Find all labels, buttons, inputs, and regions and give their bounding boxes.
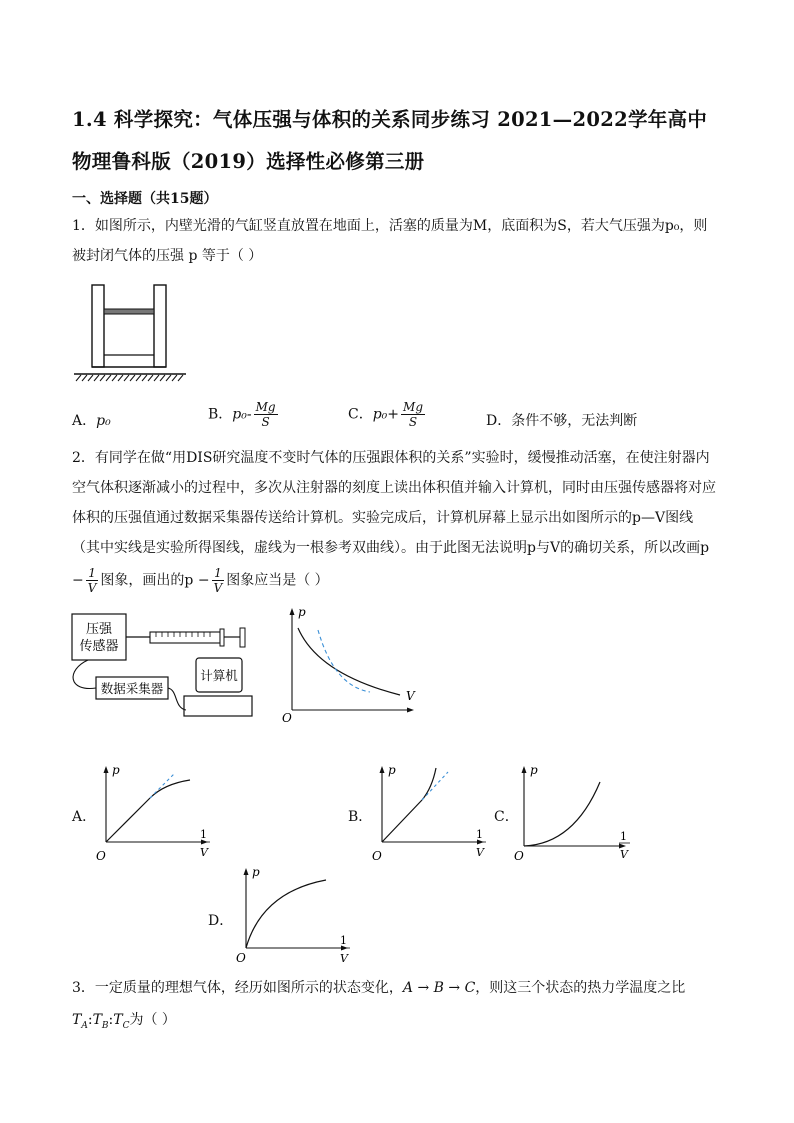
graph-b-axis-num: 1 — [476, 828, 483, 841]
q2-graph-c — [510, 760, 640, 864]
q1-option-c[interactable]: C．p₀+ $\frac{Mg}{S}$ — [348, 400, 423, 429]
q2-option-d[interactable]: D． — [208, 913, 234, 929]
pv-origin: O — [282, 711, 292, 724]
q2-stem-line2: 空气体积逐渐减小的过程中，多次从注射器的刻度上读出体积值并输入计算机，同时由压强传感器将对应 — [72, 480, 716, 496]
q2-option-b[interactable]: B． — [348, 809, 373, 825]
q3-stem-line2: $T_A:T_B:T_C$为（ ） — [72, 1012, 176, 1031]
q1-stem-line1: 1．如图所示，内壁光滑的气缸竖直放置在地面上，活塞的质量为M，底面积为S，若大气压强为p₀，则 — [72, 218, 708, 234]
sensor-label-1: 压强 — [85, 622, 113, 637]
computer-label: 计算机 — [200, 668, 238, 683]
q2-graph-a — [92, 760, 222, 864]
graph-a-origin: O — [96, 849, 106, 863]
graph-c-origin: O — [514, 849, 524, 863]
graph-a-axis-V: V — [200, 846, 208, 859]
q2-stem-line1: 2．有同学在做“用DIS研究温度不变时气体的压强跟体积的关系”实验时，缓慢推动活塞，在使注射器内 — [72, 450, 710, 466]
graph-a-axis-num: 1 — [200, 828, 207, 841]
cylinder-figure — [72, 282, 192, 386]
graph-d-axis-num: 1 — [340, 934, 347, 947]
graph-b-origin: O — [372, 849, 382, 863]
q1-option-b[interactable]: B．p₀- $\frac{Mg}{S}$ — [208, 400, 276, 429]
apparatus-diagram — [60, 608, 260, 724]
q2-stem-line4: （其中实线是实验所得图线，虚线为一根参考双曲线）。由于此图无法说明p与V的确切关系，所以改画p — [72, 540, 710, 556]
graph-b-axis-V: V — [476, 846, 484, 859]
page-title-line1: 1.4 科学探究：气体压强与体积的关系同步练习 2021—2022学年高中 — [72, 108, 708, 131]
graph-c-axis-V: V — [620, 848, 628, 861]
q2-stem-line5: − $\frac{1}{V}$ 图象，画出的p − $\frac{1}{V}$ 图象应当是（ ） — [72, 566, 329, 595]
q1-option-d[interactable]: D．条件不够，无法判断 — [486, 413, 638, 429]
q2-graph-b — [368, 760, 498, 864]
pv-solid-curve — [298, 628, 400, 695]
section-heading: 一、选择题（共15题） — [72, 191, 218, 207]
graph-d-axis-p: p — [252, 865, 260, 879]
computer-base — [184, 696, 252, 716]
q3-stem-line1: 3．一定质量的理想气体，经历如图所示的状态变化，A → B → C，则这三个状态的热力学温度之比 — [72, 980, 686, 996]
graph-c-axis-num: 1 — [620, 830, 627, 843]
collector-label: 数据采集器 — [100, 681, 164, 696]
q2-option-a[interactable]: A． — [72, 809, 97, 825]
graph-b-axis-p: p — [388, 763, 396, 777]
pv-axis-V: V — [406, 689, 415, 703]
q2-option-c[interactable]: C． — [494, 809, 519, 825]
graph-a-axis-p: p — [112, 763, 120, 777]
q2-stem-line3: 体积的压强值通过数据采集器传送给计算机。实验完成后，计算机屏幕上显示出如图所示的p—V图线 — [72, 510, 694, 526]
page-title-line2: 物理鲁科版（2019）选择性必修第三册 — [72, 150, 425, 173]
pv-axis-p: p — [298, 605, 306, 619]
pv-graph — [278, 602, 428, 724]
graph-c-axis-p: p — [530, 763, 538, 777]
graph-d-axis-V: V — [340, 952, 348, 965]
sensor-label-2: 传感器 — [79, 639, 119, 654]
q1-stem-line2: 被封闭气体的压强 p 等于（ ） — [72, 248, 263, 264]
q2-graph-d — [232, 862, 362, 968]
syringe-barrel — [150, 632, 220, 643]
graph-d-origin: O — [236, 951, 246, 965]
q1-option-a[interactable]: A．p₀ — [72, 413, 111, 429]
